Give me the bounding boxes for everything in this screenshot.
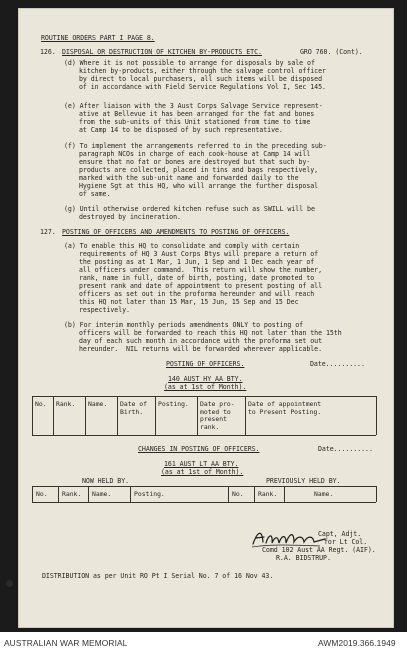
page-header: ROUTINE ORDERS PART I PAGE 8. xyxy=(41,34,155,42)
signature-name: R.A. BIDSTRUP. xyxy=(276,554,331,562)
column-header: No. xyxy=(232,490,244,498)
form-1-date: Date.......... xyxy=(310,360,365,368)
text-line: respectively. xyxy=(79,306,130,314)
form-2-unit: 161 AUST LT AA BTY. xyxy=(164,460,239,468)
text-line: Hygiene Sgt at this HQ, who will arrange the further disposal xyxy=(79,182,319,190)
column-header: Name. xyxy=(314,490,334,498)
text-line: rank, name in full, date of birth, posting, date promoted to xyxy=(79,274,315,282)
archive-footer xyxy=(0,632,407,653)
column-header: Name. xyxy=(88,400,108,408)
text-line: marked with the sub-unit name and forwarded daily to the xyxy=(79,174,299,182)
text-line: of in accordance with Field Service Regulations Vol I, Sec 145. xyxy=(79,83,326,91)
form-2-title: CHANGES IN POSTING OF OFFICERS. xyxy=(138,445,260,453)
text-line: at Camp 14 to be disposed of by such representative. xyxy=(79,126,283,134)
footer-accession-number: AWM2019.366.1949 xyxy=(318,638,396,648)
text-line: ative at Bellevue it has been arranged for the fat and bones xyxy=(79,110,315,118)
text-line: requirements of HQ 3 Aust Corps Btys will prepare a return of xyxy=(79,250,319,258)
column-header: Rank. xyxy=(62,490,82,498)
item-126-title: DISPOSAL OR DESTRUCTION OF KITCHEN BY-PRODUCTS ETC. xyxy=(62,48,262,56)
form-2-as-at: (as at 1st of Month). xyxy=(161,468,244,476)
previously-held-by: PREVIOUSLY HELD BY. xyxy=(266,477,341,485)
column-header: Posting. xyxy=(134,490,165,498)
now-held-by: NOW HELD BY. xyxy=(82,477,130,485)
item-127-number: 127. xyxy=(40,228,56,236)
text-line: destroyed by incineration. xyxy=(79,213,181,221)
signature-for: for Lt Col. xyxy=(324,538,368,546)
document-page xyxy=(18,8,394,628)
form-1-as-at: (as at 1st of Month). xyxy=(164,383,247,391)
column-header: Rank. xyxy=(56,400,76,408)
column-header: Date pro- moted to present rank. xyxy=(200,400,235,431)
column-header: Date of appointment to Present Posting. xyxy=(248,400,322,416)
column-header: Name. xyxy=(92,490,112,498)
form-2-date: Date.......... xyxy=(318,445,373,453)
footer-institution: AUSTRALIAN WAR MEMORIAL xyxy=(4,638,128,648)
text-line: from the sub-units of this Unit stationed from time to time xyxy=(79,118,311,126)
text-line: paragraph NCOs in charge of each cook-house at Camp 14 will xyxy=(79,150,311,158)
column-header: Posting. xyxy=(158,400,189,408)
column-header: No. xyxy=(35,400,47,408)
form-1-unit: 140 AUST HY AA BTY. xyxy=(168,375,243,383)
signature-rank: Capt, Adjt. xyxy=(318,530,362,538)
text-line: officers as set out in the proforma hereunder and will reach xyxy=(79,290,315,298)
text-line: this HQ not later than 15 Mar, 15 Jun, 15 Sep and 15 Dec xyxy=(79,298,299,306)
text-line: (d) Where it is not possible to arrange for disposals by sale of xyxy=(64,59,315,67)
text-line: (g) Until otherwise ordered kitchen refuse such as SWILL will be xyxy=(64,205,315,213)
text-line: day of each such month in accordance with the proforma set out xyxy=(79,337,323,345)
text-line: officers will be forwarded to reach this HQ not later than the 15th xyxy=(79,329,342,337)
text-line: (f) To implement the arrangements referred to in the preceding sub- xyxy=(64,142,327,150)
text-line: all officers under command. This return will show the number, xyxy=(79,266,323,274)
item-127-title: POSTING OF OFFICERS AND AMENDMENTS TO POSTING OF OFFICERS. xyxy=(62,228,290,236)
column-header: Rank. xyxy=(258,490,278,498)
text-line: of same. xyxy=(79,190,111,198)
text-line: (b) For interim monthly periods amendments ONLY to posting of xyxy=(64,321,304,329)
text-line: kitchen by-products, either through the salvage control officer xyxy=(79,67,326,75)
text-line: ensure that no fat or bones are destroyed but that such by- xyxy=(79,158,311,166)
text-line: products are collected, placed in tins and bags respectively, xyxy=(79,166,319,174)
signature-command: Comd 102 Aust AA Regt. (AIF). xyxy=(262,546,376,554)
text-line: hereunder. NIL returns will be forwarded wherever applicable. xyxy=(79,345,323,353)
text-line: (e) After liaison with the 3 Aust Corps Salvage Service represent- xyxy=(64,102,323,110)
distribution-line: DISTRIBUTION as per Unit RO Pt I Serial No. 7 of 16 Nov 43. xyxy=(42,572,274,580)
punch-hole xyxy=(6,580,13,587)
form-1-title: POSTING OF OFFICERS. xyxy=(166,360,245,368)
text-line: (a) To enable this HQ to consolidate and comply with certain xyxy=(64,242,300,250)
column-header: No. xyxy=(36,490,48,498)
text-line: by direct to local purchasers, all such items will be disposed xyxy=(79,75,323,83)
column-header: Date of Birth. xyxy=(120,400,147,416)
text-line: present rank and date of appointment to present posting of all xyxy=(79,282,323,290)
text-line: the posting as at 1 Mar, 1 Jun, 1 Sep and 1 Dec each year of xyxy=(79,258,315,266)
item-126-ref: GRO 760. (Cont). xyxy=(300,48,363,56)
item-126-number: 126. xyxy=(40,48,56,56)
